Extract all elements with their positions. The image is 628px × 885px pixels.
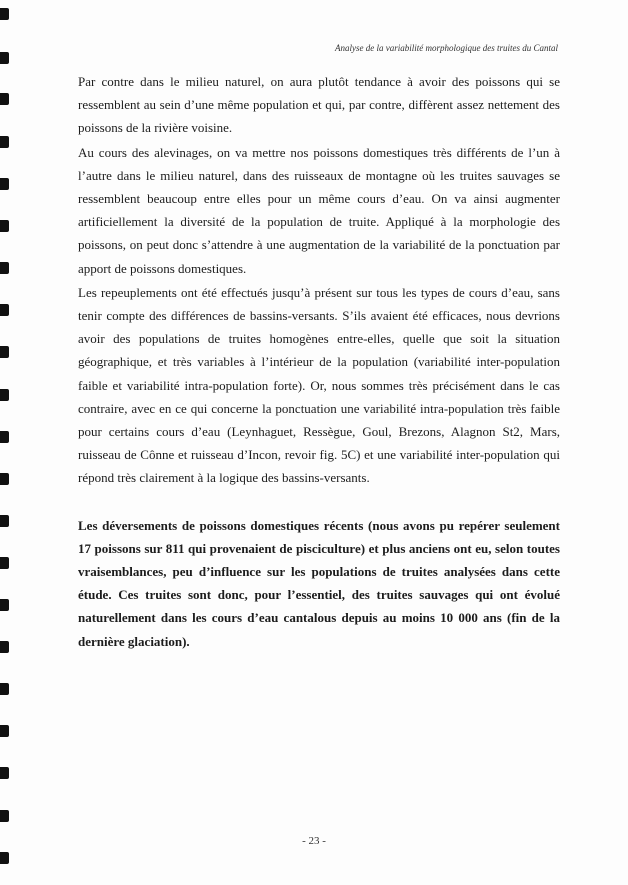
page-number: - 23 - <box>302 835 326 847</box>
binding-hole <box>0 52 9 64</box>
binding-hole <box>0 767 9 779</box>
binding-hole <box>0 304 9 316</box>
binding-hole <box>0 557 9 569</box>
binding-hole <box>0 599 9 611</box>
binding-holes <box>0 0 12 885</box>
binding-hole <box>0 515 9 527</box>
binding-hole <box>0 136 9 148</box>
paragraph: Au cours des alevinages, on va mettre nos poissons domestiques très différents de l’un à l’autre dans le milieu naturel, dans des ruisseaux de montagne où les truites sauvages se ressemblent beaucoup entre elles pour un même cours d’eau. On va ainsi augmenter artificiellement la diversité de la population de truite. Appliqué à la morphologie des poissons, on peut donc s’attendre à une augmentation de la variabilité de la ponctuation par apport de poissons domestiques. <box>78 144 560 276</box>
binding-hole <box>0 178 9 190</box>
binding-hole <box>0 346 9 358</box>
binding-hole <box>0 8 9 20</box>
binding-hole <box>0 683 9 695</box>
running-header: Analyse de la variabilité morphologique des truites du Cantal <box>335 43 558 53</box>
binding-hole <box>0 725 9 737</box>
binding-hole <box>0 93 9 105</box>
paragraph: Les repeuplements ont été effectués jusqu’à présent sur tous les types de cours d’eau, sans tenir compte des différences de bassins-versants. S’ils avaient été efficaces, nous devrions avoir des populations de truites homogènes entre-elles, quelle que soit la situation géographique, et très variables à l’intérieur de la population (variabilité inter-population faible et variabilité intra-population forte). Or, nous sommes très précisément dans le cas contraire, avec en ce qui concerne la ponctuation une variabilité intra-population très faible pour certains cours d’eau (Leynhaguet, Ressègue, Goul, Brezons, Alagnon St2, Mars, ruisseau de Cônne et ruisseau d’Incon, revoir fig. 5C) et une variabilité inter-population qui répond très clairement à la logique des bassins-versants. <box>78 284 560 486</box>
binding-hole <box>0 810 9 822</box>
binding-hole <box>0 641 9 653</box>
binding-hole <box>0 431 9 443</box>
binding-hole <box>0 852 9 864</box>
binding-hole <box>0 389 9 401</box>
binding-hole <box>0 220 9 232</box>
paragraph: Par contre dans le milieu naturel, on aura plutôt tendance à avoir des poissons qui se ressemblent au sein d’une même population et qui, par contre, diffèrent assez nettement des poissons de la rivière voisine. <box>78 74 560 136</box>
binding-hole <box>0 262 9 274</box>
binding-hole <box>0 473 9 485</box>
body-text <box>78 70 560 653</box>
conclusion-paragraph: Les déversements de poissons domestiques récents (nous avons pu repérer seulement 17 poissons sur 811 qui provenaient de pisciculture) et plus anciens ont eu, selon toutes vraisemblances, peu d’influence sur les populations de truites analysées dans cette étude. Ces truites sont donc, pour l’essentiel, des truites sauvages qui ont évolué naturellement dans les cours d’eau cantalous depuis au moins 10 000 ans (fin de la dernière glaciation). <box>78 517 560 649</box>
